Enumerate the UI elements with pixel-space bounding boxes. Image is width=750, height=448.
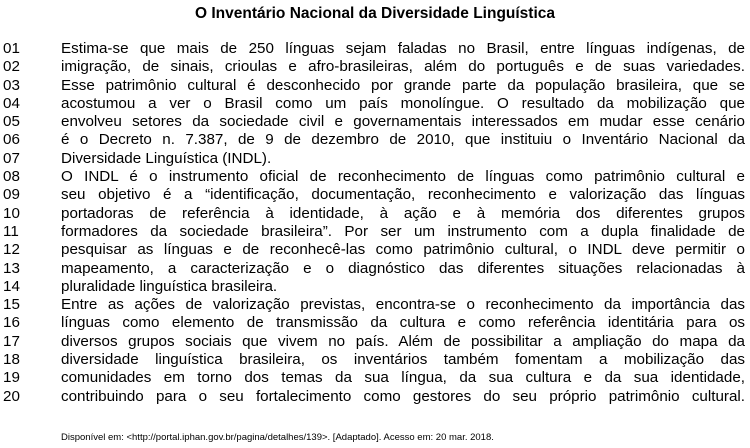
line-text: Diversidade Linguística (INDL). bbox=[61, 149, 272, 167]
line-text: Esse patrimônio cultural é desconhecido por grande parte da população brasileira, que se bbox=[61, 76, 745, 94]
line-number: 13 bbox=[3, 259, 20, 277]
text-line bbox=[0, 205, 750, 223]
line-number: 02 bbox=[3, 58, 20, 76]
line-text: comunidades em torno dos temas da sua língua, da sua cultura e da sua identidade, bbox=[61, 369, 745, 387]
text-line bbox=[0, 40, 750, 58]
line-number: 06 bbox=[3, 131, 20, 149]
line-number: 17 bbox=[3, 332, 20, 350]
line-text: diversidade linguística brasileira, os inventários também fomentam a mobilização das bbox=[61, 351, 745, 369]
text-line bbox=[0, 131, 750, 149]
line-text: envolveu setores da sociedade civil e governamentais interessados em mudar esse cenário bbox=[61, 113, 745, 131]
line-number: 09 bbox=[3, 186, 20, 204]
text-line bbox=[0, 314, 750, 332]
text-line bbox=[0, 351, 750, 369]
text-line bbox=[0, 369, 750, 387]
line-text: imigração, de sinais, crioulas e afro-brasileiras, além do português e de suas variedades. bbox=[61, 58, 745, 76]
text-line bbox=[0, 223, 750, 241]
line-text: contribuindo para o seu fortalecimento como gestores do seu próprio patrimônio cultural. bbox=[61, 387, 745, 405]
line-number: 08 bbox=[3, 168, 20, 186]
line-text: pesquisar as línguas e de reconhecê-las como patrimônio cultural, o INDL deve permitir o bbox=[61, 241, 745, 259]
line-number: 01 bbox=[3, 40, 20, 57]
line-number: 11 bbox=[3, 222, 19, 240]
line-number: 07 bbox=[3, 149, 20, 167]
line-number: 05 bbox=[3, 113, 20, 131]
source-citation: Disponível em: <http://portal.iphan.gov.br/pagina/detalhes/139>. [Adaptado]. Acesso em: 20 mar. 2018. bbox=[61, 432, 494, 443]
line-number: 18 bbox=[3, 351, 20, 369]
line-text: seu objetivo é a “identificação, documentação, reconhecimento e valorização das línguas bbox=[61, 186, 745, 204]
line-number: 12 bbox=[3, 241, 20, 259]
text-line bbox=[0, 186, 750, 204]
text-line bbox=[0, 168, 750, 186]
text-line bbox=[0, 333, 750, 351]
text-line bbox=[0, 150, 750, 168]
line-number: 16 bbox=[3, 314, 20, 332]
line-text: Estima-se que mais de 250 línguas sejam faladas no Brasil, entre línguas indígenas, de bbox=[61, 40, 745, 57]
line-number: 15 bbox=[3, 296, 20, 314]
line-number: 03 bbox=[3, 76, 20, 94]
line-text: O INDL é o instrumento oficial de reconhecimento de línguas como patrimônio cultural e bbox=[61, 168, 745, 186]
line-text: pluralidade linguística brasileira. bbox=[61, 277, 278, 295]
text-line bbox=[0, 241, 750, 259]
text-line bbox=[0, 260, 750, 278]
text-line bbox=[0, 113, 750, 131]
line-text: diversos grupos sociais que vivem no país. Além de possibilitar a ampliação do mapa da bbox=[61, 332, 745, 350]
text-line bbox=[0, 95, 750, 113]
line-text: mapeamento, a caracterização e o diagnóstico das diferentes situações relacionadas à bbox=[61, 259, 745, 277]
line-number: 14 bbox=[3, 277, 20, 295]
text-line bbox=[0, 278, 750, 296]
text-line bbox=[0, 77, 750, 95]
line-number: 19 bbox=[3, 369, 20, 387]
line-text: portadoras de referência à identidade, à ação e à memória dos diferentes grupos bbox=[61, 204, 745, 222]
line-number: 20 bbox=[3, 387, 20, 405]
line-number: 04 bbox=[3, 94, 20, 112]
line-text: línguas como elemento de transmissão da cultura e como referência identitária para os bbox=[61, 314, 745, 332]
line-text: formadores da sociedade brasileira”. Por ser um instrumento com a dupla finalidade de bbox=[61, 222, 745, 240]
numbered-text-body bbox=[0, 40, 750, 406]
document-title: O Inventário Nacional da Diversidade Linguística bbox=[194, 5, 556, 22]
line-text: acostumou a ver o Brasil como um país monolíngue. O resultado da mobilização que bbox=[61, 94, 745, 112]
text-line bbox=[0, 388, 750, 406]
text-line bbox=[0, 58, 750, 76]
line-text: Entre as ações de valorização previstas, encontra-se o reconhecimento da importância das bbox=[61, 296, 745, 314]
text-line bbox=[0, 296, 750, 314]
line-number: 10 bbox=[3, 204, 20, 222]
line-text: é o Decreto n. 7.387, de 9 de dezembro de 2010, que instituiu o Inventário Nacional da bbox=[61, 131, 745, 149]
